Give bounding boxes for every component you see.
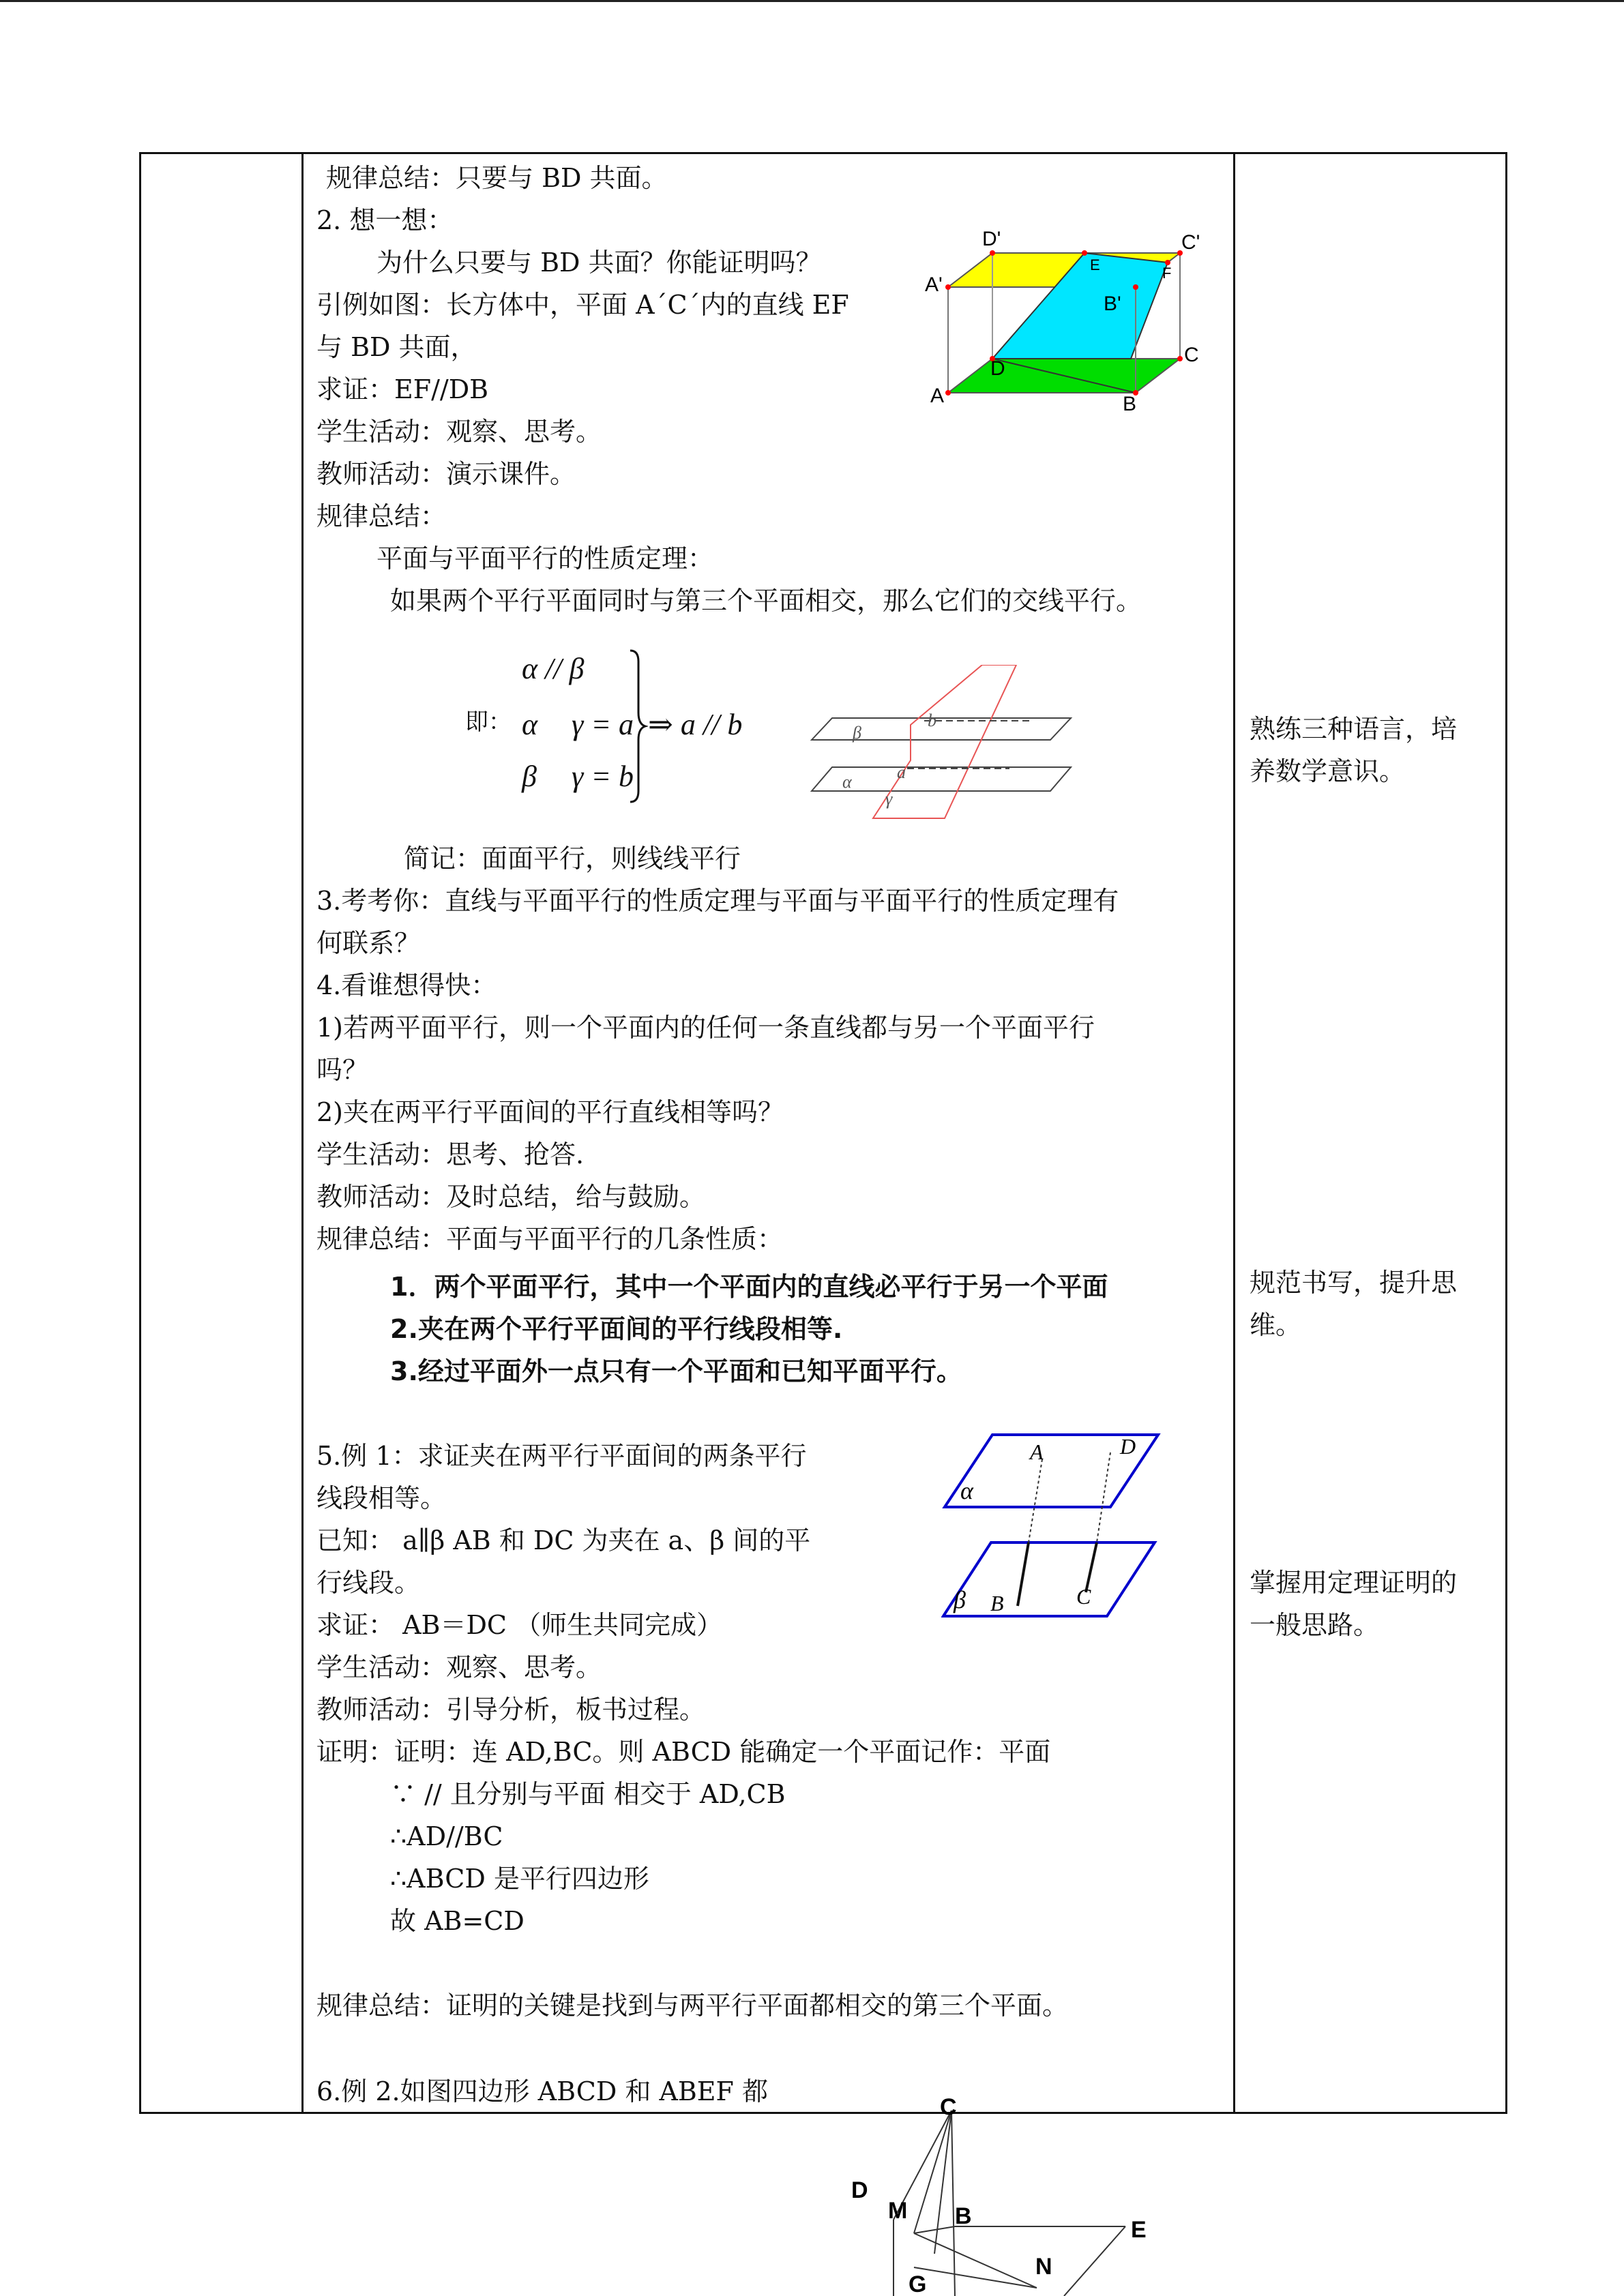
teacher-activity: 教师活动：演示课件。 <box>316 459 576 489</box>
quiz-question-cont: 何联系？ <box>316 928 421 958</box>
label-C2: C <box>940 2097 957 2120</box>
formula-row-1: α // β <box>522 652 585 685</box>
given-line: 已知： a∥β AB 和 DC 为夹在 a、β 间的平 <box>316 1525 811 1555</box>
property-1: 1．两个平面平行，其中一个平面内的直线必平行于另一个平面 <box>390 1272 1108 1302</box>
label-D2: D <box>851 2177 868 2203</box>
label-N: N <box>1035 2254 1052 2280</box>
label-a-line: a <box>897 762 906 782</box>
label-beta: β <box>853 723 861 743</box>
label-gamma: γ <box>885 789 893 809</box>
page-top-border <box>0 0 1624 2</box>
label-E2: E <box>1131 2217 1147 2243</box>
label-alpha: α <box>842 772 852 792</box>
label-beta-1: β <box>954 1586 966 1613</box>
label-b1: B' <box>1104 293 1121 315</box>
example-1-figure <box>941 1425 1166 1623</box>
column-divider-1 <box>301 152 304 2114</box>
quick-question-1-cont: 吗？ <box>316 1055 369 1085</box>
think-heading: 2. 想一想： <box>316 205 454 235</box>
table-bottom-border <box>139 2112 1507 2114</box>
note-general-method: 掌握用定理证明的一般思路。 <box>1250 1568 1458 1640</box>
formula-brace <box>628 648 648 805</box>
student-activity: 学生活动：观察、思考。 <box>316 417 602 447</box>
label-d: D <box>990 357 1005 380</box>
formula-row-3-left: β <box>522 760 537 793</box>
table-top-border <box>139 152 1507 154</box>
properties-heading: 规律总结：平面与平面平行的几条性质： <box>316 1224 784 1254</box>
label-B2: B <box>955 2203 972 2229</box>
proof-start: 证明：证明：连 AD,BC。则 ABCD 能确定一个平面记作：平面 <box>316 1737 1051 1767</box>
property-3: 3.经过平面外一点只有一个平面和已知平面平行。 <box>390 1356 962 1386</box>
label-D: D <box>1120 1434 1136 1459</box>
quiz-question: 3.考考你：直线与平面平行的性质定理与平面与平面平行的性质定理有 <box>316 886 1119 916</box>
label-e: E <box>1090 256 1100 273</box>
student-activity-2: 学生活动：思考、抢答. <box>316 1139 585 1169</box>
label-B: B <box>990 1591 1004 1615</box>
formula-row-3-right: γ = b <box>572 760 634 793</box>
example-1-title-cont: 线段相等。 <box>316 1483 447 1513</box>
label-A: A <box>1030 1440 1044 1464</box>
example-2-title: 6.例 2.如图四边形 ABCD 和 ABEF 都 <box>316 2076 768 2106</box>
label-alpha-1: α <box>960 1477 973 1504</box>
quick-question-2: 2)夹在两平行平面间的平行直线相等吗？ <box>316 1097 784 1127</box>
formula-row-2-left: α <box>522 708 538 741</box>
label-b: B <box>1123 393 1137 415</box>
short-note: 简记：面面平行，则线线平行 <box>404 844 741 874</box>
label-a1: A' <box>925 273 943 296</box>
summary-heading: 规律总结： <box>316 501 447 531</box>
label-d1: D' <box>982 228 1001 250</box>
label-M: M <box>888 2198 908 2224</box>
quick-think-heading: 4.看谁想得快： <box>316 970 497 1000</box>
proof-step-3: ∴ABCD 是平行四边形 <box>390 1864 649 1894</box>
cuboid-figure <box>914 225 1214 416</box>
formula-conclusion: ⇒ a // b <box>648 708 743 741</box>
example-1-title: 5.例 1：求证夹在两平行平面间的两条平行 <box>316 1441 807 1471</box>
quick-question-1: 1)若两平面平行，则一个平面内的任何一条直线都与另一个平面平行 <box>316 1013 1095 1043</box>
proof-conclusion: 故 AB=CD <box>390 1906 525 1936</box>
formula-row-2-right: γ = a <box>572 708 634 741</box>
parallel-planes-figure <box>805 665 1078 822</box>
theorem-title: 平面与平面平行的性质定理： <box>377 543 714 573</box>
property-2: 2.夹在两个平行平面间的平行线段相等. <box>390 1314 843 1344</box>
teacher-activity-3: 教师活动：引导分析，板书过程。 <box>316 1695 706 1725</box>
plane-beta-rect <box>943 1542 1155 1616</box>
formula-prefix: 即： <box>465 709 512 736</box>
label-a: A <box>930 385 945 407</box>
label-b-line: b <box>928 711 936 730</box>
example-2-figure <box>839 2097 1166 2296</box>
table-left-border <box>139 152 141 2114</box>
proof-step-1: ∵ // 且分别与平面 相交于 AD,CB <box>390 1779 786 1809</box>
table-right-border <box>1505 152 1507 2114</box>
question-line: 为什么只要与 BD 共面？你能证明吗？ <box>377 248 822 278</box>
label-C: C <box>1076 1584 1091 1609</box>
plane-gamma <box>873 665 1016 818</box>
note-standard-writing: 规范书写，提升思维。 <box>1250 1268 1458 1340</box>
label-c1: C' <box>1181 231 1200 254</box>
given-line-cont: 行线段。 <box>316 1568 421 1598</box>
column-divider-2 <box>1233 152 1235 2114</box>
example-intro-cont: 与 BD 共面， <box>316 332 477 362</box>
proof-step-2: ∴AD//BC <box>390 1821 503 1851</box>
student-activity-3: 学生活动：观察、思考。 <box>316 1652 602 1682</box>
label-c: C <box>1184 344 1199 366</box>
prove-line-2: 求证： AB＝DC （师生共同完成） <box>316 1610 723 1640</box>
label-G: G <box>909 2271 927 2296</box>
theorem-statement: 如果两个平行平面同时与第三个平面相交，那么它们的交线平行。 <box>390 586 1142 616</box>
prove-line: 求证：EF//DB <box>316 374 489 404</box>
note-three-languages: 熟练三种语言，培养数学意识。 <box>1250 714 1458 786</box>
summary-line: 规律总结：只要与 BD 共面。 <box>326 163 668 193</box>
teacher-activity-2: 教师活动：及时总结，给与鼓励。 <box>316 1182 706 1212</box>
example-intro: 引例如图：长方体中，平面 A´C´内的直线 EF <box>316 290 849 320</box>
label-f: F <box>1162 265 1172 282</box>
proof-summary: 规律总结：证明的关键是找到与两平行平面都相交的第三个平面。 <box>316 1991 1069 2021</box>
